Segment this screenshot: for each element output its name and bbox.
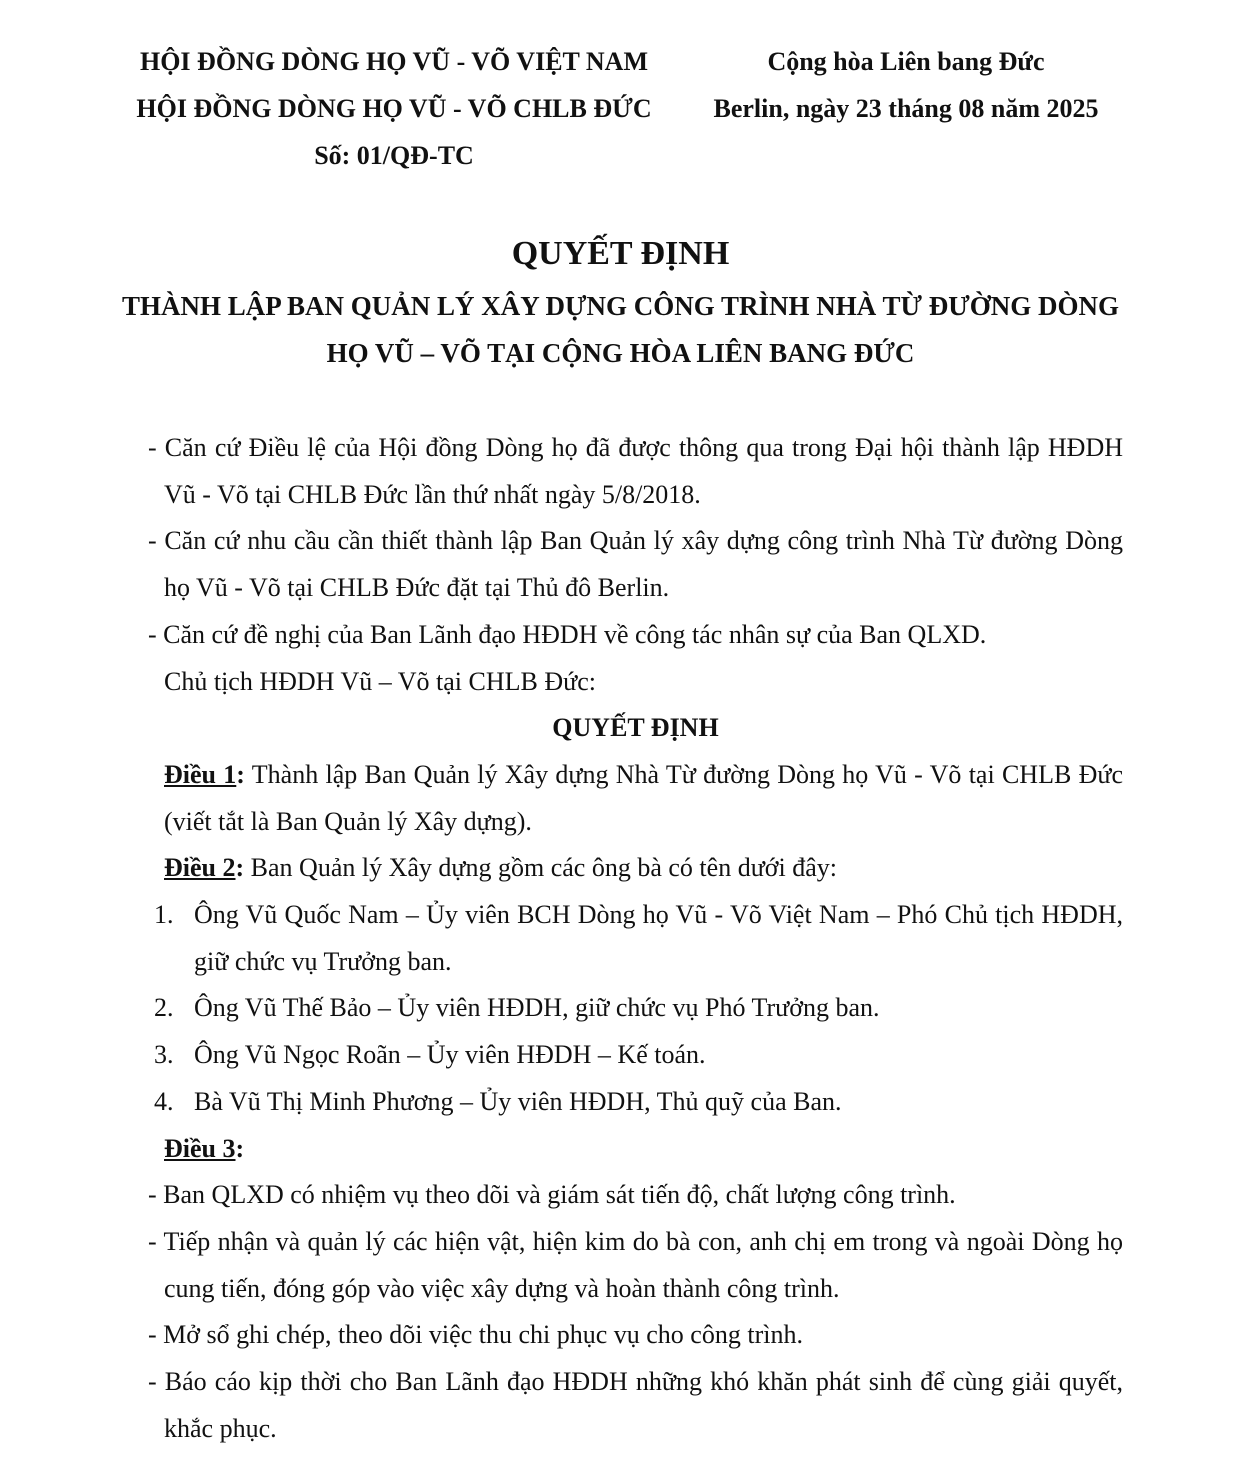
article-1: Điều 1: Thành lập Ban Quản lý Xây dựng Nhà Từ đường Dòng họ Vũ - Võ tại CHLB Đức (viết tắt là Ban Quản lý Xây dựng). — [164, 759, 1123, 836]
document-title: QUYẾT ĐỊNH — [511, 235, 730, 272]
member-number: 3. — [154, 1040, 174, 1070]
member-text: Ông Vũ Ngọc Roãn – Ủy viên HĐDH – Kế toán. — [194, 1040, 706, 1070]
document-subtitle-line-1: THÀNH LẬP BAN QUẢN LÝ XÂY DỰNG CÔNG TRÌNH NHÀ TỪ ĐƯỜNG DÒNG — [121, 291, 1120, 321]
article-1-text: Thành lập Ban Quản lý Xây dựng Nhà Từ đường Dòng họ Vũ - Võ tại CHLB Đức (viết tắt là Ban Quản lý Xây dựng). — [164, 759, 1123, 836]
member-text: Ông Vũ Quốc Nam – Ủy viên BCH Dòng họ Vũ - Võ Việt Nam – Phó Chủ tịch HĐDH, giữ chức vụ Trưởng ban. — [194, 900, 1123, 976]
duty-item: - Mở sổ ghi chép, theo dõi việc thu chi phục vụ cho công trình. — [148, 1320, 803, 1350]
place-date: Berlin, ngày 23 tháng 08 năm 2025 — [713, 94, 1099, 123]
article-2-text: Ban Quản lý Xây dựng gồm các ông bà có tên dưới đây: — [250, 853, 838, 883]
preamble-item: - Căn cứ Điều lệ của Hội đồng Dòng họ đã được thông qua trong Đại hội thành lập HĐDH Vũ - Võ tại CHLB Đức lần thứ nhất ngày 5/8/2018. — [148, 433, 1123, 509]
article-1-head: Điều 1 — [164, 759, 237, 789]
member-number: 4. — [154, 1086, 174, 1116]
member-item — [148, 1079, 1123, 1126]
member-text: Ông Vũ Thế Bảo – Ủy viên HĐDH, giữ chức vụ Phó Trưởng ban. — [194, 993, 880, 1023]
member-text: Bà Vũ Thị Minh Phương – Ủy viên HĐDH, Thủ quỹ của Ban. — [194, 1086, 842, 1116]
article-2-head: Điều 2 — [164, 853, 236, 883]
duty-item: - Báo cáo kịp thời cho Ban Lãnh đạo HĐDH những khó khăn phát sinh để cùng giải quyết, khắc phục. — [148, 1367, 1123, 1443]
member-number: 2. — [154, 993, 174, 1023]
document-subtitle-line-2: HỌ VŨ – VÕ TẠI CỘNG HÒA LIÊN BANG ĐỨC — [326, 338, 915, 368]
member-item — [148, 1032, 1123, 1079]
member-item — [148, 985, 1123, 1032]
duty-item: - Ban QLXD có nhiệm vụ theo dõi và giám sát tiến độ, chất lượng công trình. — [148, 1180, 956, 1210]
duty-item: - Tiếp nhận và quản lý các hiện vật, hiện kim do bà con, anh chị em trong và ngoài Dòng họ cung tiến, đóng góp vào việc xây dựng và hoàn thành công trình. — [148, 1226, 1123, 1303]
doc-number: Số: 01/QĐ-TC — [314, 141, 474, 170]
member-item — [148, 892, 1123, 985]
article-3-head: Điều 3 — [164, 1133, 236, 1163]
member-number: 1. — [154, 900, 174, 930]
chairman-line: Chủ tịch HĐDH Vũ – Võ tại CHLB Đức: — [164, 666, 597, 696]
article-2: Điều 2: Ban Quản lý Xây dựng gồm các ông bà có tên dưới đây: — [164, 853, 838, 883]
country-name: Cộng hòa Liên bang Đức — [767, 47, 1045, 76]
document-body — [148, 425, 1123, 1452]
decision-heading: QUYẾT ĐỊNH — [552, 713, 719, 743]
org-line-2: HỘI ĐỒNG DÒNG HỌ VŨ - VÕ CHLB ĐỨC — [136, 94, 652, 123]
preamble-item: - Căn cứ nhu cầu cần thiết thành lập Ban Quản lý xây dựng công trình Nhà Từ đường Dòng họ Vũ - Võ tại CHLB Đức đặt tại Thủ đô Berlin. — [148, 526, 1123, 603]
org-line-1: HỘI ĐỒNG DÒNG HỌ VŨ - VÕ VIỆT NAM — [139, 47, 648, 76]
article-3: Điều 3: — [164, 1133, 245, 1163]
preamble-item: - Căn cứ đề nghị của Ban Lãnh đạo HĐDH về công tác nhân sự của Ban QLXD. — [148, 619, 987, 649]
